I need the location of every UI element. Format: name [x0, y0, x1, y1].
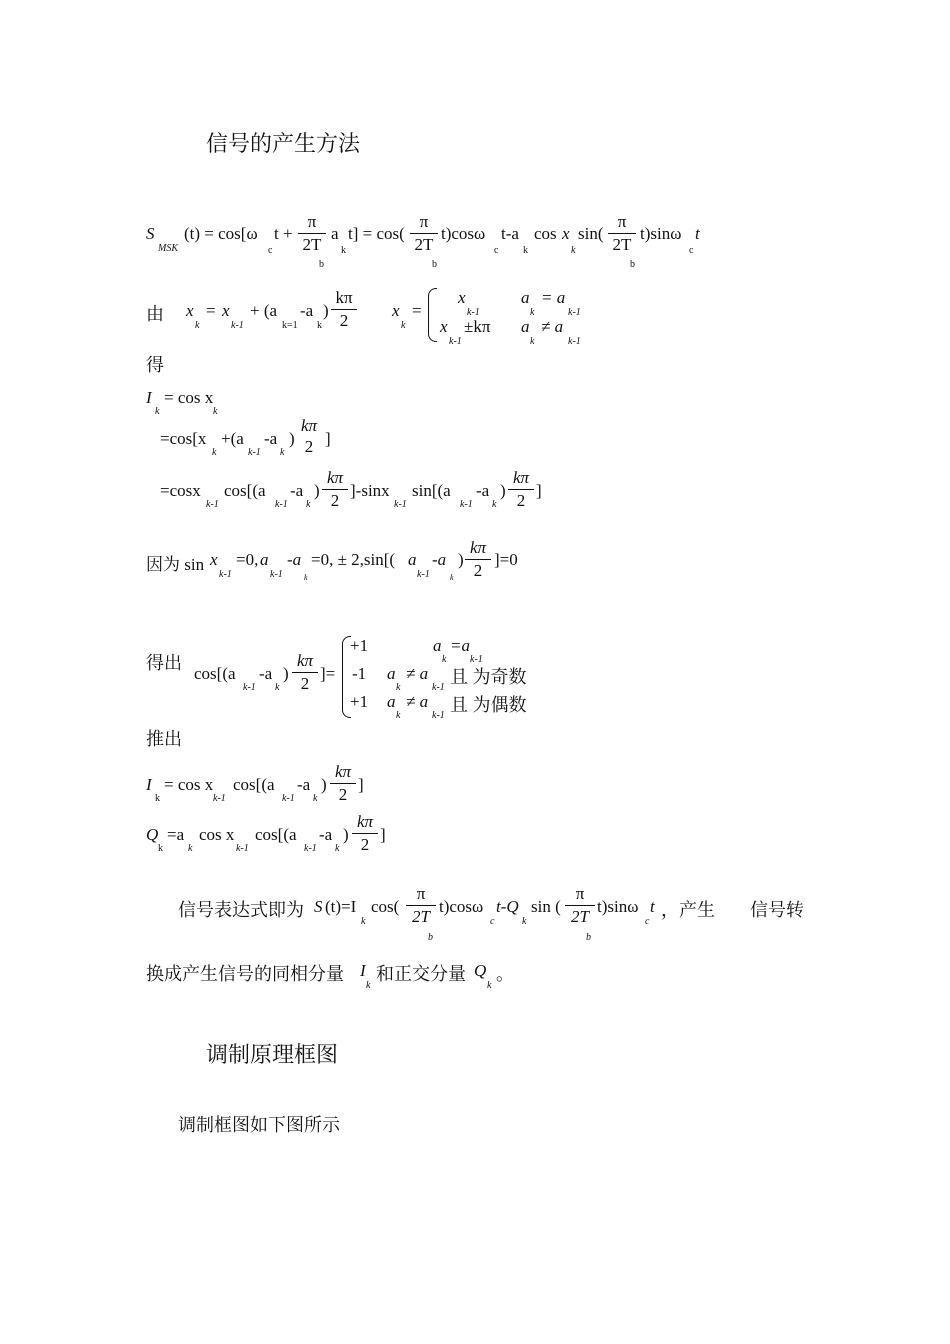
sub-l2-k1: k-1	[248, 447, 261, 458]
sub-l3-k1c: k-1	[394, 499, 407, 510]
q-sub-k2: k	[188, 843, 193, 854]
symbol-s: S	[146, 224, 155, 243]
sub-l3-kb: k	[492, 499, 497, 510]
case2-a-sub: k	[396, 682, 401, 693]
case1-cond-sub: k-1	[568, 307, 581, 318]
case3-neq: ≠ a	[406, 692, 429, 711]
because-d: -a	[287, 550, 302, 569]
eq1-text-4: t)cosω	[441, 224, 486, 243]
symbol-x-3: x	[392, 301, 400, 320]
case2-cond-sub: k-1	[568, 336, 581, 347]
para-sub-k: k	[361, 916, 366, 927]
para-mid4: t-Q	[496, 897, 519, 916]
sub-l3-k1d: k-1	[460, 499, 473, 510]
symbol-a: a	[331, 224, 339, 243]
i-eq: = cos x	[164, 775, 214, 794]
subscript-k-minus-1: k-1	[231, 320, 244, 331]
q-sub-k1b: k-1	[304, 843, 317, 854]
ik-line3f: sin[(a	[412, 481, 451, 500]
because-sub-k1c: k-1	[417, 569, 430, 580]
fraction-kpi-over-2-b: kπ 2	[352, 812, 378, 855]
eq1-text-6: cos	[534, 224, 557, 243]
para-sub-b: b	[428, 932, 433, 943]
case-minus1: -1	[352, 664, 367, 683]
case2-a: a	[387, 664, 396, 683]
para-qk: Q	[474, 961, 487, 980]
because-f: a	[408, 550, 417, 569]
paren-close: )	[323, 301, 329, 320]
eq1-text-2: t +	[274, 224, 293, 243]
subscript-k-3: k	[571, 245, 576, 256]
ik-line3g: -a	[476, 481, 490, 500]
i-sub-k: k	[155, 793, 160, 804]
symbol-q: Q	[146, 825, 159, 844]
case2-neq: ≠ a	[406, 664, 429, 683]
fraction-kpi-over-2: kπ 2	[465, 538, 491, 581]
i-sub-k: k	[313, 793, 318, 804]
case1-x: x	[458, 288, 466, 307]
case2-neq-sub: k-1	[432, 682, 445, 693]
because-sub-k1: k-1	[219, 569, 232, 580]
q-close: )	[343, 825, 349, 844]
ik-line3d: )	[314, 481, 320, 500]
para-sub-b2: b	[586, 932, 591, 943]
equals: =	[206, 301, 216, 320]
subscript-k: k	[195, 320, 200, 331]
para-t: t	[650, 897, 655, 916]
ik-line3b: cos[(a	[224, 481, 266, 500]
subscript-b: b	[319, 259, 324, 270]
ik-line2a: =cos[x	[160, 429, 207, 448]
eq1-text-7: sin(	[578, 224, 604, 243]
case1-a: a	[521, 288, 530, 307]
para-ik-sub: k	[366, 980, 371, 991]
case1-a-sub: k	[530, 307, 535, 318]
fraction-kpi-over-2-c: kπ 2	[508, 468, 534, 511]
ik-line2b: +(a	[221, 429, 244, 448]
because-b: =0,	[236, 550, 259, 569]
subscript-k: k	[341, 245, 346, 256]
label-tuichu: 推出	[146, 729, 182, 749]
fraction-kpi-over-2: kπ 2	[330, 762, 356, 805]
para-line2a: 换成产生信号的同相分量	[146, 964, 344, 984]
subscript-k-2: k	[213, 406, 218, 417]
para-sub-c2: c	[645, 916, 650, 927]
because-a: 因为 sin	[146, 555, 205, 574]
sub-l2-k: k	[212, 447, 217, 458]
fraction-pi-over-2t-2: π 2T	[565, 884, 595, 927]
subscript-b-2: b	[432, 259, 437, 270]
case-plus1: +1	[350, 636, 369, 655]
because-sub-kb: k	[450, 573, 454, 582]
case1-a: a	[433, 636, 442, 655]
result-eq: ]=	[320, 664, 336, 683]
symbol-i: I	[146, 388, 152, 407]
i-sub-k1: k-1	[213, 793, 226, 804]
subscript-b-3: b	[630, 259, 635, 270]
symbol-x: x	[562, 224, 570, 243]
result-minus: -a	[259, 664, 273, 683]
case1-sub: k-1	[467, 307, 480, 318]
fraction-pi-over-2t: π 2T	[406, 884, 436, 927]
label-de: 得	[146, 355, 164, 375]
fraction-pi-over-2tb-3: π 2T	[608, 212, 636, 255]
case3-a-sub: k	[396, 710, 401, 721]
ik-line3i: ]	[536, 481, 542, 500]
i-cos: cos[(a	[233, 775, 275, 794]
i-sub-k1b: k-1	[282, 793, 295, 804]
equals-2: =	[412, 301, 422, 320]
eq1-text-1: (t) = cos[ω	[184, 224, 258, 243]
case1-eq-sub: k-1	[470, 654, 483, 665]
because-h: )	[458, 550, 464, 569]
para-mid7: ，产生	[661, 900, 715, 920]
q-cos: cos x	[199, 825, 235, 844]
result-lhs: cos[(a	[194, 664, 236, 683]
because-i: ]=0	[494, 550, 518, 569]
label-dechu: 得出	[146, 653, 182, 673]
subscript-c-3: c	[689, 245, 694, 256]
para-ik: I	[360, 961, 366, 980]
sub-l3-k1b: k-1	[275, 499, 288, 510]
result-sub-k1: k-1	[243, 682, 256, 693]
because-c: a	[260, 550, 269, 569]
subscript-msk: MSK	[158, 243, 178, 254]
para-pre: 信号表达式即为	[178, 900, 304, 920]
para-sub-c: c	[490, 916, 495, 927]
sub-l3-k1: k-1	[206, 499, 219, 510]
para-end: 。	[496, 964, 514, 984]
case3-even: 且 为偶数	[450, 695, 527, 715]
q-sub-k3: k	[335, 843, 340, 854]
ik-close: ]	[325, 429, 331, 448]
q-minus: -a	[319, 825, 333, 844]
fraction-kpi-over-2: kπ 2	[300, 416, 318, 456]
para-mid5: sin (	[531, 897, 561, 916]
because-g: -a	[432, 550, 447, 569]
fraction-kpi-over-2: kπ 2	[292, 651, 318, 694]
para-mid1: (t)=I	[325, 897, 357, 916]
fraction-pi-over-2tb: π 2T	[298, 212, 326, 255]
subscript-k: k	[155, 406, 160, 417]
subscript-c: c	[268, 245, 273, 256]
eq1-text-8: t)sinω	[640, 224, 682, 243]
label-you: 由	[146, 304, 164, 324]
symbol-i: I	[146, 775, 152, 794]
case2-cond: ≠ a	[541, 317, 564, 336]
para-sub-k2: k	[522, 916, 527, 927]
ik-line3a: =cosx	[160, 481, 201, 500]
para-mid6: t)sinω	[597, 897, 639, 916]
para-mid8: 信号转	[750, 900, 804, 920]
eq2-plus: + (a	[250, 301, 278, 320]
result-close: )	[283, 664, 289, 683]
subscript-k-2: k	[523, 245, 528, 256]
q-sub-k1: k-1	[236, 843, 249, 854]
case1-a-sub: k	[442, 654, 447, 665]
because-sub-k: k	[304, 573, 308, 582]
ik-line3h: )	[500, 481, 506, 500]
case2-x: x	[440, 317, 448, 336]
i-minus: -a	[297, 775, 311, 794]
figure-caption: 调制框图如下图所示	[178, 1115, 340, 1135]
eq2-minus: -a	[300, 301, 314, 320]
ik-line2d: )	[289, 429, 295, 448]
case3-a: a	[387, 692, 396, 711]
case3-neq-sub: k-1	[432, 710, 445, 721]
para-mid2: cos(	[371, 897, 400, 916]
sub-l2-k2: k	[280, 447, 285, 458]
because-sub-k1b: k-1	[270, 569, 283, 580]
ik-line2c: -a	[264, 429, 278, 448]
fraction-pi-over-2tb-2: π 2T	[410, 212, 438, 255]
case1-cond: = a	[541, 288, 566, 307]
case2-a: a	[521, 317, 530, 336]
i-close: )	[321, 775, 327, 794]
ik-line3c: -a	[290, 481, 304, 500]
symbol-x-2: x	[222, 301, 230, 320]
para-line2b: 和正交分量	[376, 964, 466, 984]
result-sub-k: k	[275, 682, 280, 693]
fraction-kpi-over-2-b: kπ 2	[322, 468, 348, 511]
q-cos2: cos[(a	[255, 825, 297, 844]
subscript-k-2: k	[317, 320, 322, 331]
para-mid3: t)cosω	[439, 897, 484, 916]
case2-sub: k-1	[449, 336, 462, 347]
because-e: =0, ± 2,sin[(	[311, 550, 396, 569]
case2-odd: 且 为奇数	[450, 667, 527, 687]
brace-left	[428, 288, 437, 342]
case1-eq: =a	[450, 636, 470, 655]
case2-a-sub: k	[530, 336, 535, 347]
subscript-c-2: c	[494, 245, 499, 256]
i-end: ]	[358, 775, 364, 794]
q-eq: =a	[167, 825, 185, 844]
subscript-k-eq-1: k=1	[282, 320, 298, 331]
subscript-k-3: k	[401, 320, 406, 331]
symbol-t: t	[695, 224, 700, 243]
section-heading-principle: 调制原理框图	[206, 1042, 339, 1067]
para-qk-sub: k	[487, 980, 492, 991]
q-sub-k: k	[158, 843, 163, 854]
section-heading-generation: 信号的产生方法	[206, 131, 361, 156]
para-s: S	[314, 897, 323, 916]
ik-line3e: ]-sinx	[350, 481, 390, 500]
because-x: x	[210, 550, 218, 569]
fraction-kpi-over-2: kπ 2	[331, 288, 357, 331]
eq1-text-5: t-a	[501, 224, 519, 243]
case2-pm: ±kπ	[464, 317, 491, 336]
case-plus1-b: +1	[350, 692, 369, 711]
ik-line1: = cos x	[164, 388, 214, 407]
sub-l3-k: k	[306, 499, 311, 510]
symbol-x: x	[186, 301, 194, 320]
q-end: ]	[380, 825, 386, 844]
eq1-text-3: t] = cos(	[348, 224, 405, 243]
